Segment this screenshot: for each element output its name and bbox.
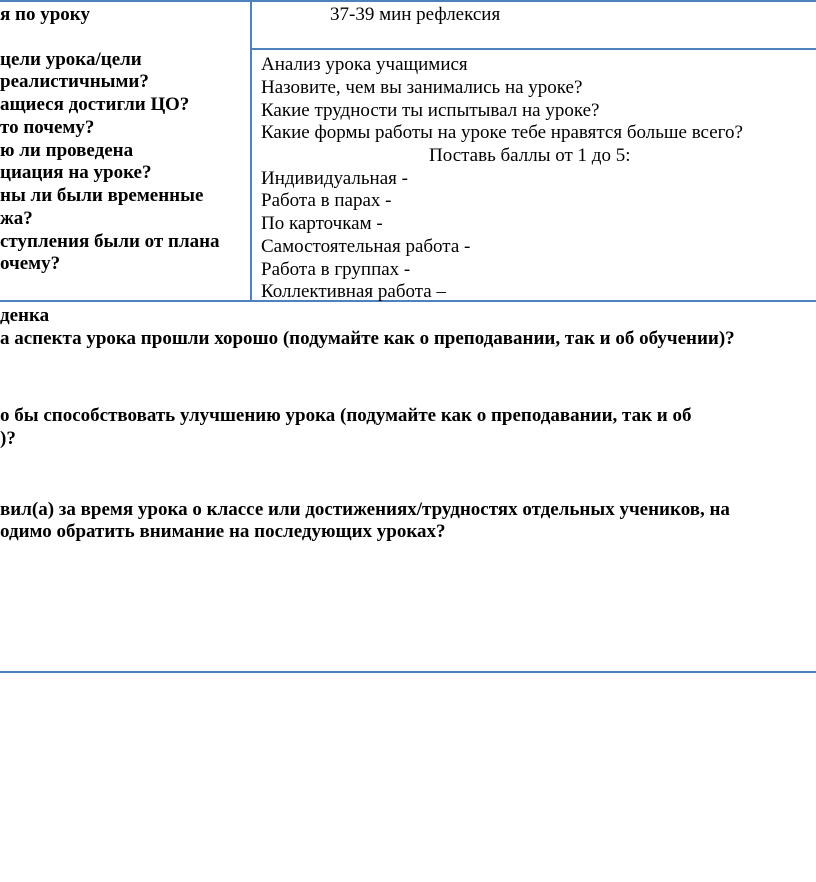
left-question-line: очему? — [0, 253, 61, 274]
right-header: 37-39 мин рефлексия — [330, 4, 501, 25]
rating-item: Индивидуальная - — [261, 168, 408, 189]
rating-item: Работа в парах - — [261, 190, 392, 211]
left-question-line: цели урока/цели — [0, 49, 142, 70]
left-question-line: ступления были от плана — [0, 231, 220, 252]
left-question-line: жа? — [0, 208, 33, 229]
rating-item: По карточкам - — [261, 213, 383, 234]
reflection-title: Анализ урока учащимися — [261, 54, 468, 75]
assessment-question-2: о бы способствовать улучшению урока (подумайте как о преподавании, так и об — [0, 405, 692, 426]
left-question-line: то почему? — [0, 117, 95, 138]
left-question-line: ащиеся достигли ЦО? — [0, 94, 190, 115]
assessment-question-3-cont: одимо обратить внимание на последующих уроках? — [0, 521, 446, 542]
rating-item: Самостоятельная работа - — [261, 236, 471, 257]
left-header: я по уроку — [0, 4, 90, 25]
rating-item: Работа в группах - — [261, 259, 411, 280]
assessment-question-1: а аспекта урока прошли хорошо (подумайте как о преподавании, так и об обучении)? — [0, 328, 735, 349]
assessment-heading: денка — [0, 305, 50, 326]
reflection-question: Какие трудности ты испытывал на уроке? — [261, 100, 600, 121]
left-question-line: реалистичными? — [0, 71, 149, 92]
left-question-line: ю ли проведена — [0, 140, 134, 161]
left-question-line: ны ли были временные — [0, 185, 204, 206]
table-bottom-border — [0, 671, 816, 673]
rating-item: Коллективная работа – — [261, 281, 446, 302]
assessment-question-3: вил(а) за время урока о классе или достижениях/трудностях отдельных учеников, на — [0, 499, 730, 520]
left-question-line: циация на уроке? — [0, 162, 152, 183]
reflection-question: Какие формы работы на уроке тебе нравятся больше всего? — [261, 122, 743, 143]
assessment-question-2-cont: )? — [0, 428, 16, 449]
reflection-question: Назовите, чем вы занимались на уроке? — [261, 77, 583, 98]
rating-instruction: Поставь баллы от 1 до 5: — [429, 145, 631, 166]
table-column-divider — [250, 0, 252, 302]
table-top-border — [0, 0, 816, 2]
right-cell-divider — [251, 48, 816, 50]
